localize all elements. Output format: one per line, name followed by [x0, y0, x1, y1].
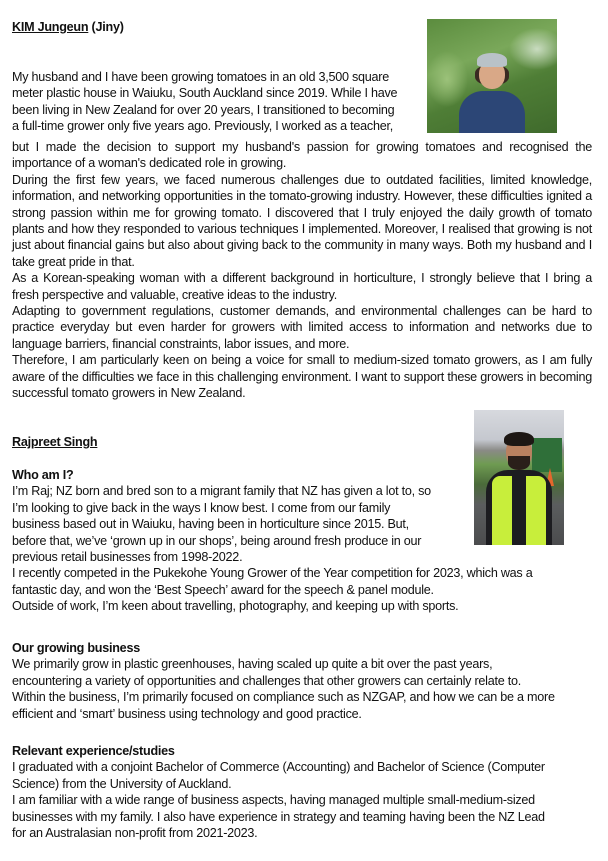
paragraph: Adapting to government regulations, customer demands, and environmental challenges can be hard to practice everyday but even harder for growers with limited access to information and networks due to language barriers, financial constraints, labor issues, and more. [12, 304, 592, 351]
body-block-kim [12, 139, 592, 402]
profile-heading [12, 19, 124, 35]
section-heading: Who am I? [12, 468, 74, 482]
text-line: Outside of work, I’m keen about travelling, photography, and keeping up with sports. [12, 599, 459, 614]
intro-block [12, 69, 417, 135]
paragraph: As a Korean-speaking woman with a different background in horticulture, I strongly believe that I bring a fresh perspective and valuable, creative ideas to the industry. [12, 271, 592, 302]
paragraph: During the first few years, we faced numerous challenges due to outdated facilities, limited knowledge, information, and networking opportunities in the tomato-growing industry. However, these difficulties ignited a strong passion within me for growing tomato. I discovered that I truly enjoyed the daily growth of tomato plants and how they responded to various techniques I implemented. Moreover, I realised that growing is not just about financial gains but also about giving back to the community in many ways. Both my husband and I take great pride in that. [12, 172, 592, 269]
section-heading: Our growing business [12, 641, 140, 655]
photo-cap [477, 53, 507, 67]
text-line: I’m looking to give back in the ways I know best. I come from our family [12, 500, 391, 515]
text-line: I’m Raj; NZ born and bred son to a migrant family that NZ has given a lot to, so [12, 484, 431, 499]
paragraph: Therefore, I am particularly keen on being a voice for small to medium-sized tomato growers, as I am fully aware of the difficulties we face in this challenging environment. I want to support these growers in becoming successful tomato growers in New Zealand. [12, 353, 592, 401]
section-heading: Relevant experience/studies [12, 744, 175, 758]
text-line: previous retail businesses from 1998-2022. [12, 550, 243, 565]
section-growing-business [12, 640, 602, 722]
text-line: before that, we’ve ‘grown up in our shops’, being around fresh produce in our [12, 533, 422, 548]
text-line: efficient and ‘smart’ business using technology and good practice. [12, 706, 362, 721]
text-line: for an Australasian non-profit from 2021-2023. [12, 826, 258, 841]
intro-line: meter plastic house in Waiuku, South Auckland since 2019. While I have [12, 86, 398, 101]
text-line: Science) from the University of Auckland. [12, 776, 232, 791]
profile-name: KIM Jungeun [12, 20, 89, 34]
section-who-am-i [12, 467, 602, 615]
intro-line: been living in New Zealand for over 20 years, I transitioned to becoming [12, 102, 395, 117]
text-line: I am familiar with a wide range of business aspects, having managed multiple small-medium-sized [12, 793, 535, 808]
intro-line: a full-time grower only five years ago. Previously, I worked as a teacher, [12, 119, 393, 134]
profile-name: Rajpreet Singh [12, 435, 98, 449]
profile-nickname: (Jiny) [88, 20, 124, 34]
profile-photo-kim [427, 19, 557, 133]
text-line: I graduated with a conjoint Bachelor of Commerce (Accounting) and Bachelor of Science (Computer [12, 760, 545, 775]
text-line: Within the business, I’m primarily focused on compliance such as NZGAP, and how we can be a more [12, 690, 555, 705]
paragraph: but I made the decision to support my husband's passion for growing tomatoes and recognised the importance of a woman's dedicated role in growing. [12, 140, 592, 171]
text-line: businesses with my family. I also have experience in strategy and teaming having been the NZ Lead [12, 809, 545, 824]
section-experience [12, 743, 602, 841]
text-line: encountering a variety of opportunities and challenges that other growers can certainly relate to. [12, 673, 521, 688]
text-line: fantastic day, and won the ‘Best Speech’ award for the speech & panel module. [12, 582, 434, 597]
photo-shirt [459, 91, 525, 133]
intro-line: My husband and I have been growing tomatoes in an old 3,500 square [12, 70, 389, 84]
text-line: business based out in Waiuku, having been in horticulture since 2015. But, [12, 517, 409, 532]
text-line: I recently competed in the Pukekohe Young Grower of the Year competition for 2023, which was a [12, 566, 533, 581]
photo-hair [504, 432, 534, 446]
text-line: We primarily grow in plastic greenhouses, having scaled up quite a bit over the past years, [12, 657, 493, 672]
